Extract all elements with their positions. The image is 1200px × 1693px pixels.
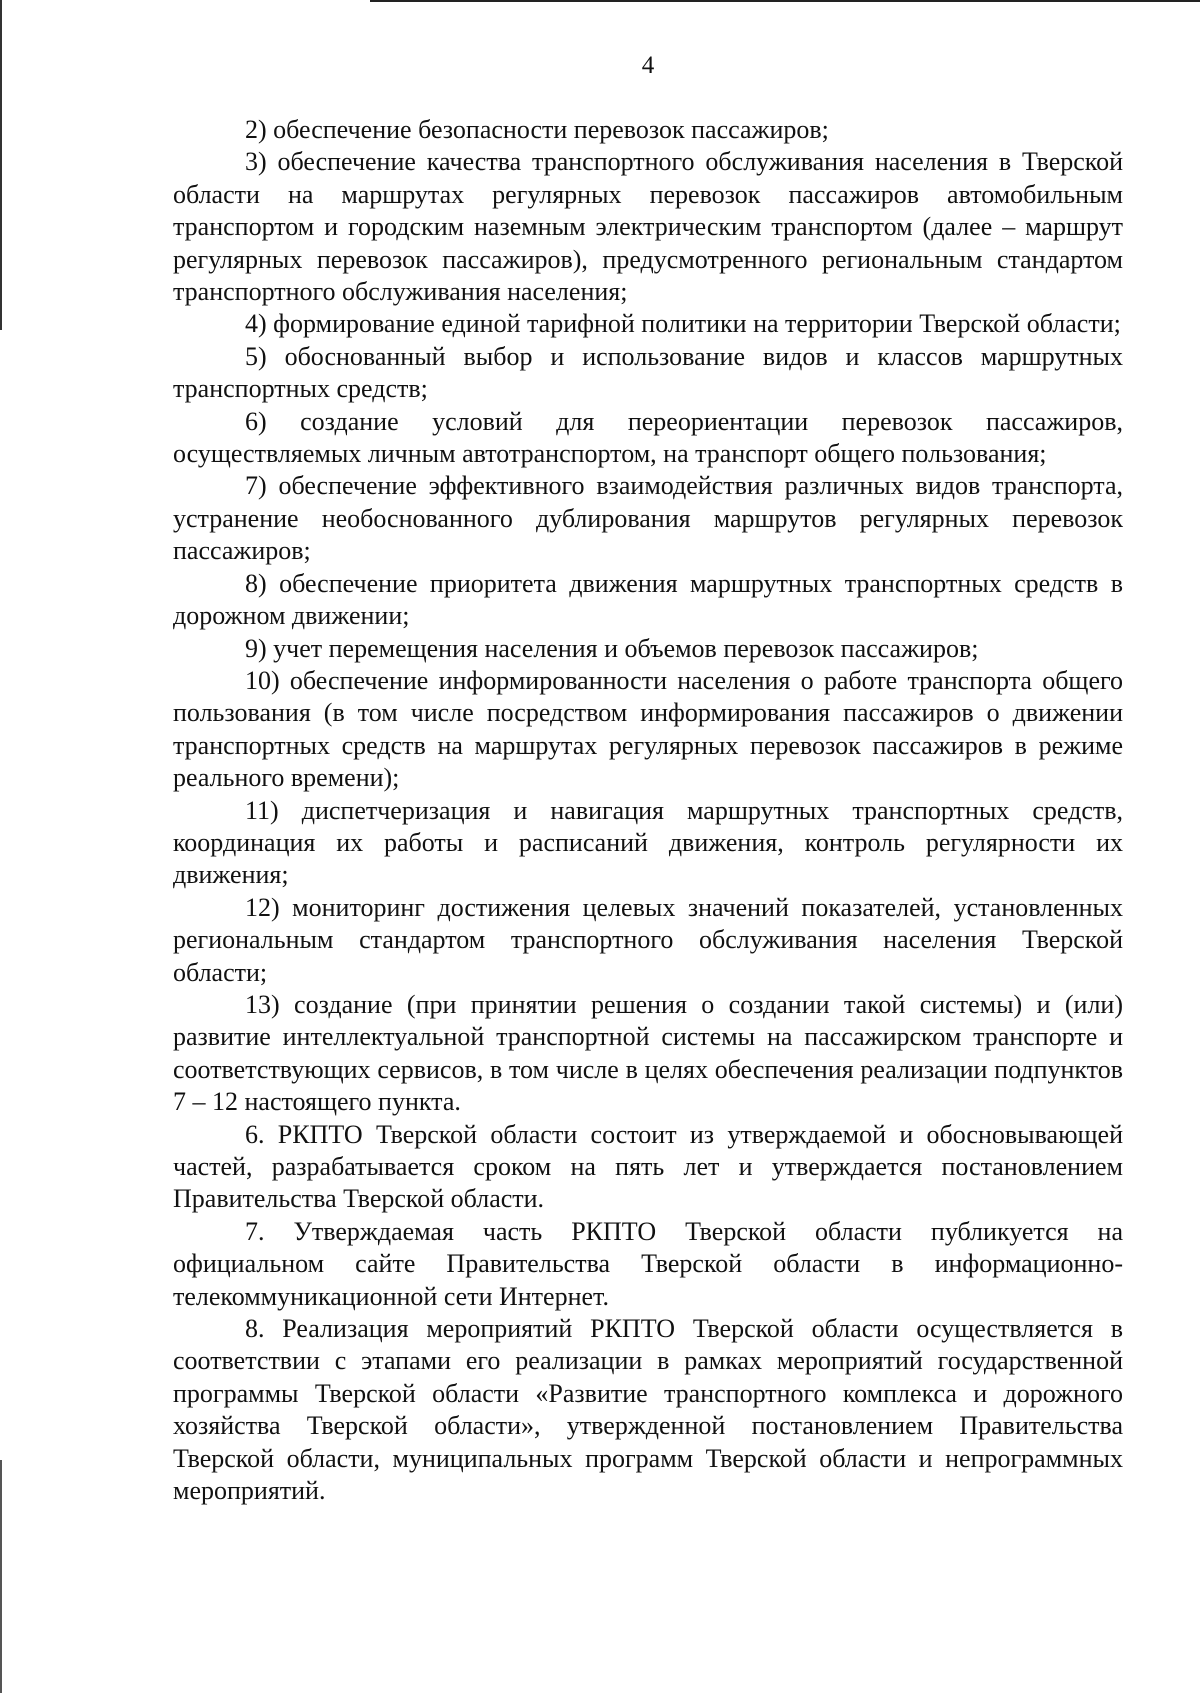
scan-edge-left — [0, 0, 2, 330]
paragraph-item-5: 5) обоснованный выбор и использование видов и классов маршрутных транспортных средств; — [173, 341, 1123, 404]
paragraph-point-7: 7. Утверждаемая часть РКПТО Тверской области публикуется на официальном сайте Правительства Тверской области в информационно-телекоммуникационной сети Интернет. — [173, 1216, 1123, 1311]
paragraph-item-12: 12) мониторинг достижения целевых значений показателей, установленных региональным стандартом транспортного обслуживания населения Тверской области; — [173, 892, 1123, 987]
paragraph-point-6: 6. РКПТО Тверской области состоит из утверждаемой и обосновывающей частей, разрабатывается сроком на пять лет и утверждается постановлением Правительства Тверской области. — [173, 1119, 1123, 1214]
paragraph-item-13: 13) создание (при принятии решения о создании такой системы) и (или) развитие интеллектуальной транспортной системы на пассажирском транспорте и соответствующих сервисов, в том числе в целях обеспечения реализации подпунктов 7 – 12 настоящего пункта. — [173, 989, 1123, 1117]
scan-edge-top — [370, 0, 1200, 2]
paragraph-item-2: 2) обеспечение безопасности перевозок пассажиров; — [245, 115, 829, 144]
document-body — [173, 114, 1123, 1507]
paragraph-item-8: 8) обеспечение приоритета движения маршрутных транспортных средств в дорожном движении; — [173, 568, 1123, 631]
paragraph-item-4: 4) формирование единой тарифной политики на территории Тверской области; — [245, 309, 1121, 339]
scan-edge-left-lower — [0, 1460, 2, 1693]
paragraph-item-6: 6) создание условий для переориентации перевозок пассажиров, осуществляемых личным автотранспортом, на транспорт общего пользования; — [173, 406, 1123, 469]
page-number: 4 — [641, 52, 655, 79]
paragraph-item-10: 10) обеспечение информированности населения о работе транспорта общего пользования (в том числе посредством информирования пассажиров о движении транспортных средств на маршрутах регулярных перевозок пассажиров в режиме реального времени); — [173, 665, 1123, 793]
paragraph-point-8: 8. Реализация мероприятий РКПТО Тверской области осуществляется в соответствии с этапами его реализации в рамках мероприятий государственной программы Тверской области «Развитие транспортного комплекса и дорожного хозяйства Тверской области», утвержденной постановлением Правительства Тверской области, муниципальных программ Тверской области и непрограммных мероприятий. — [173, 1314, 1123, 1506]
paragraph-item-11: 11) диспетчеризация и навигация маршрутных транспортных средств, координация их работы и расписаний движения, контроль регулярности их движения; — [173, 795, 1123, 890]
paragraph-item-9: 9) учет перемещения населения и объемов перевозок пассажиров; — [245, 633, 979, 663]
paragraph-item-7: 7) обеспечение эффективного взаимодействия различных видов транспорта, устранение необоснованного дублирования маршрутов регулярных перевозок пассажиров; — [173, 471, 1123, 566]
paragraph-item-3: 3) обеспечение качества транспортного обслуживания населения в Тверской области на маршрутах регулярных перевозок пассажиров автомобильным транспортом и городским наземным электрическим транспортом (далее – маршрут регулярных перевозок пассажиров), предусмотренного региональным стандартом транспортного обслуживания населения; — [173, 147, 1123, 307]
